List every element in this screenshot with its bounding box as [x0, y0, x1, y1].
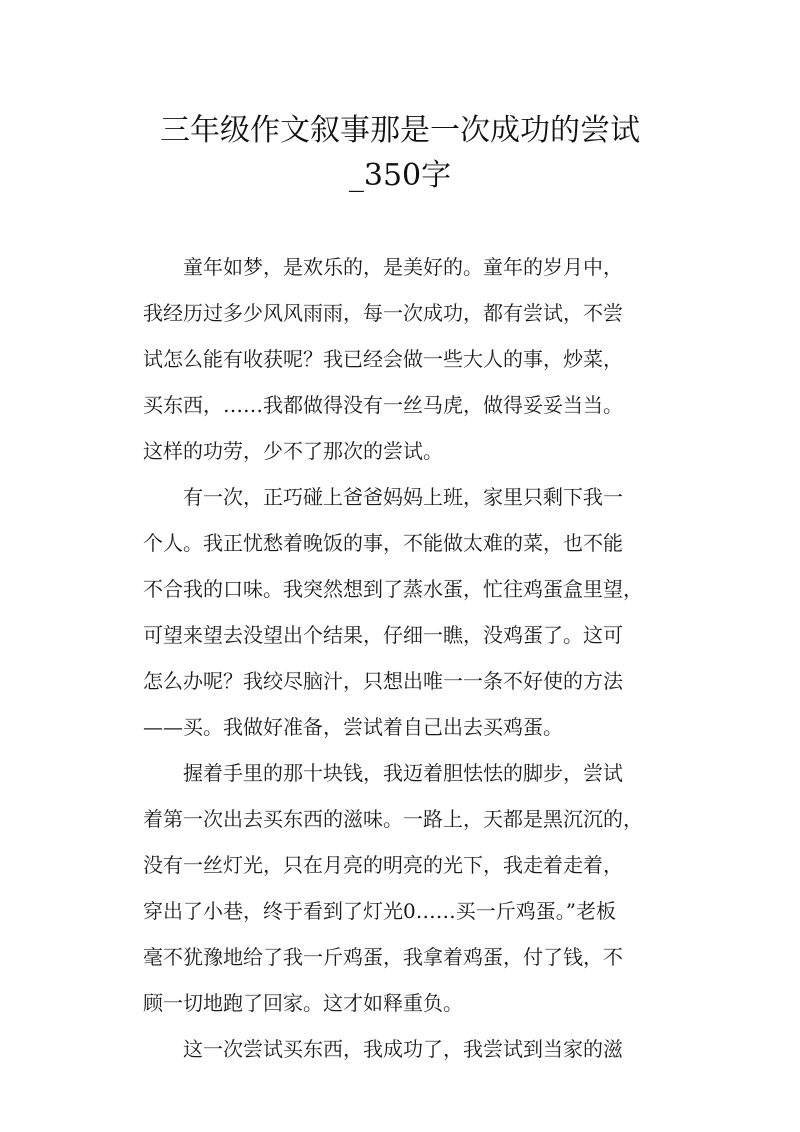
title-line: _350字	[348, 158, 452, 193]
body-line: 着第一次出去买东西的滋味。一路上，天都是黑沉沉的，	[143, 807, 643, 831]
document-body	[143, 244, 659, 1072]
body-line: 试怎么能有收获呢？我已经会做一些大人的事，炒菜，	[143, 347, 623, 371]
body-line: 穿出了小巷，终于看到了灯光0……买一斤鸡蛋。”老板	[143, 899, 616, 923]
body-line: 不合我的口味。我突然想到了蒸水蛋，忙往鸡蛋盒里望，	[143, 577, 643, 601]
body-line: 我经历过多少风风雨雨，每一次成功，都有尝试，不尝	[143, 301, 623, 325]
body-line: 个人。我正忧愁着晚饭的事，不能做太难的菜，也不能	[143, 531, 623, 555]
body-line: 买东西，……我都做得没有一丝马虎，做得妥妥当当。	[143, 393, 623, 417]
title-line: 三年级作文叙事那是一次成功的尝试	[160, 113, 640, 148]
document-title	[140, 108, 660, 198]
body-line: 怎么办呢？我绞尽脑汁，只想出唯一一条不好使的方法	[143, 669, 623, 693]
body-line: 童年如梦，是欢乐的，是美好的。童年的岁月中，	[143, 255, 623, 279]
body-line: 顾一切地跑了回家。这才如释重负。	[143, 991, 463, 1015]
body-line: 握着手里的那十块钱，我迈着胆怯怯的脚步，尝试	[143, 761, 623, 785]
body-line: 可望来望去没望出个结果，仔细一瞧，没鸡蛋了。这可	[143, 623, 623, 647]
body-line: 这样的功劳，少不了那次的尝试。	[143, 439, 443, 463]
body-line: 毫不犹豫地给了我一斤鸡蛋，我拿着鸡蛋，付了钱，不	[143, 945, 623, 969]
body-line: 这一次尝试买东西，我成功了，我尝试到当家的滋	[143, 1037, 623, 1061]
body-line: 没有一丝灯光，只在月亮的明亮的光下，我走着走着，	[143, 853, 623, 877]
body-line: 有一次，正巧碰上爸爸妈妈上班，家里只剩下我一	[143, 485, 623, 509]
body-line: ——买。我做好准备，尝试着自己出去买鸡蛋。	[143, 715, 563, 739]
